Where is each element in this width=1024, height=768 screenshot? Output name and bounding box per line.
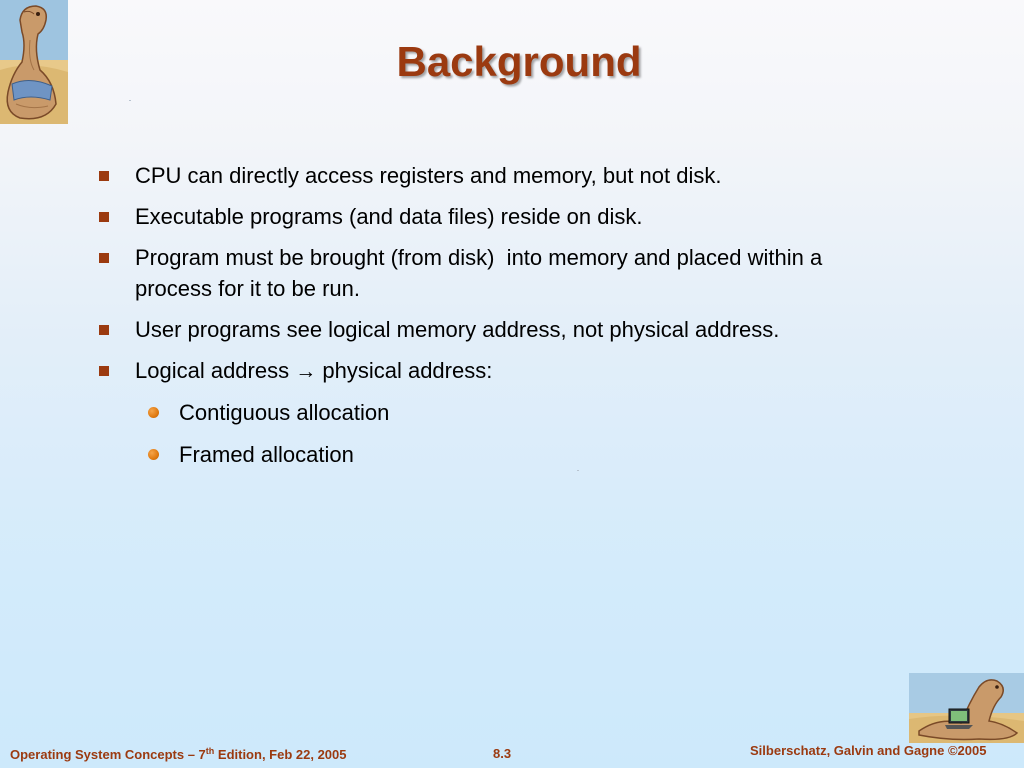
square-bullet-icon — [99, 253, 109, 263]
bullet-item — [96, 355, 956, 387]
bullet-text-after-arrow: physical address: — [322, 358, 493, 383]
bullet-item — [96, 160, 956, 191]
square-bullet-icon — [99, 171, 109, 181]
round-bullet-icon — [148, 407, 159, 418]
sub-bullet-item — [96, 397, 956, 428]
bullet-text: User programs see logical memory address, not physical address. — [135, 317, 780, 342]
bullet-item — [96, 242, 875, 304]
footer-book-title — [10, 746, 347, 762]
footer-copyright: Silberschatz, Galvin and Gagne ©2005 — [750, 743, 987, 758]
bullet-text: CPU can directly access registers and memory, but not disk. — [135, 163, 722, 188]
footer-edition-superscript: th — [205, 746, 215, 756]
dinosaur-laptop-illustration — [909, 673, 1024, 743]
page-number: 8.3 — [493, 746, 512, 761]
slide-title: Background — [396, 38, 642, 85]
square-bullet-icon — [99, 212, 109, 222]
sub-bullet-text: Framed allocation — [179, 442, 354, 467]
footer-book-title-text: Operating System Concepts – 7 — [10, 747, 206, 762]
square-bullet-icon — [99, 325, 109, 335]
bullet-item — [96, 314, 956, 345]
sub-bullet-text: Contiguous allocation — [179, 400, 390, 425]
square-bullet-icon — [99, 366, 109, 376]
round-bullet-icon — [148, 449, 159, 460]
right-arrow-icon: → — [295, 360, 317, 383]
bullet-list — [96, 160, 956, 481]
bullet-text: Executable programs (and data files) reside on disk. — [135, 204, 643, 229]
footer-book-date-text: Edition, Feb 22, 2005 — [214, 747, 347, 762]
bullet-item — [96, 201, 956, 232]
bullet-text-before-arrow: Logical address — [135, 358, 290, 383]
bullet-text: Program must be brought (from disk) into memory and placed within a process for it to be run. — [135, 245, 829, 301]
sub-bullet-item — [96, 439, 956, 470]
speck-mark — [129, 100, 131, 101]
